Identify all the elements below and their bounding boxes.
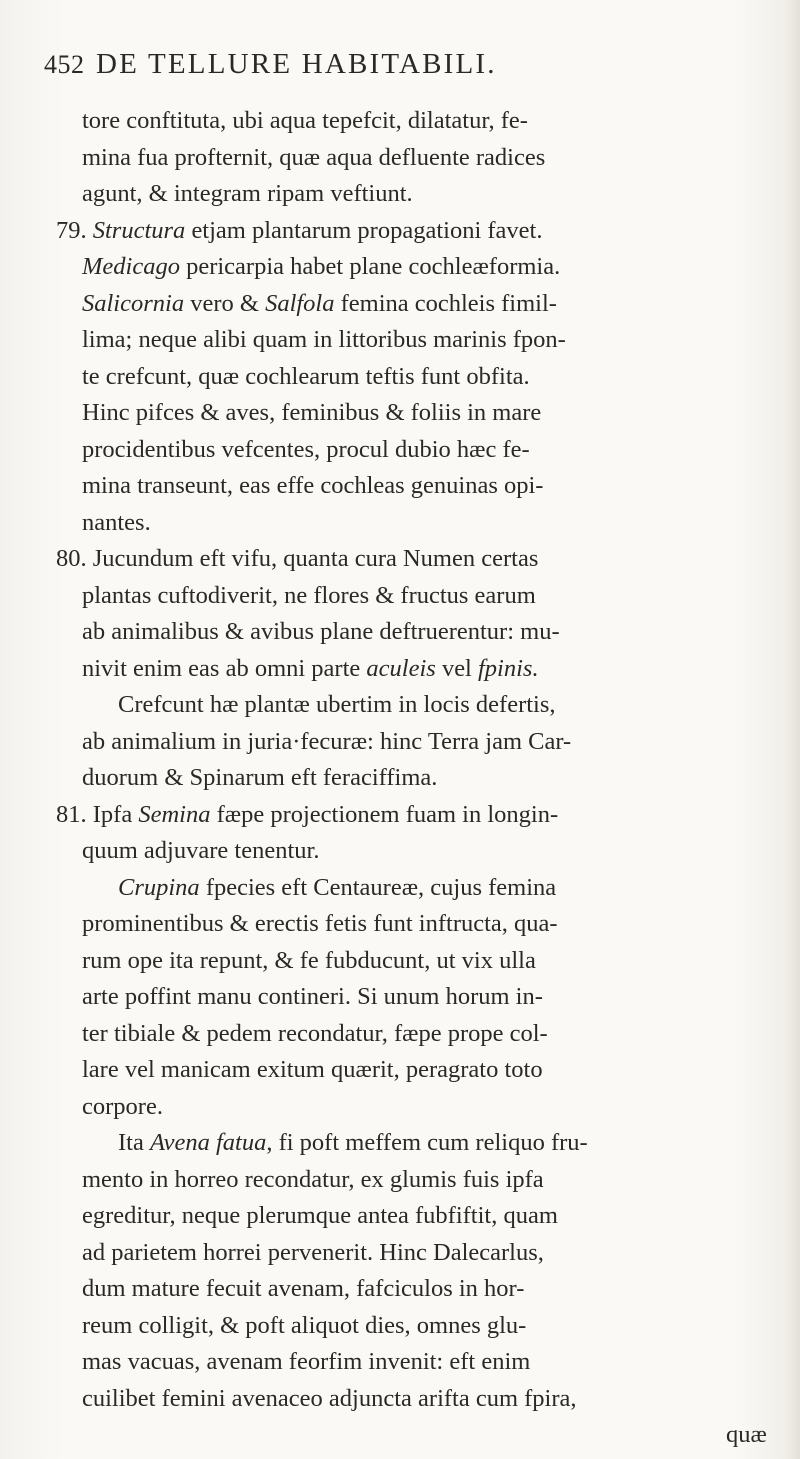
text-line: ter tibiale & pedem recondatur, fæpe prope col- bbox=[82, 1020, 548, 1047]
text-line: Salicornia vero & Salfola femina cochleis fimil- bbox=[82, 290, 557, 317]
text-line: ad parietem horrei pervenerit. Hinc Dalecarlus, bbox=[82, 1239, 544, 1266]
text-line: rum ope ita repunt, & fe fubducunt, ut vix ulla bbox=[82, 947, 536, 974]
text-line: tore conftituta, ubi aqua tepefcit, dilatatur, fe- bbox=[82, 107, 528, 134]
text-line: lima; neque alibi quam in littoribus marinis fpon- bbox=[82, 326, 566, 353]
text-line: agunt, & integram ripam veftiunt. bbox=[82, 180, 413, 207]
text-line: plantas cuftodiverit, ne flores & fructus earum bbox=[82, 582, 536, 609]
text-line: corpore. bbox=[82, 1093, 163, 1120]
paragraph-80: 80. Jucundum eft vifu, quanta cura Numen certas bbox=[56, 545, 539, 572]
text-line: Ita Avena fatua, fi poft meffem cum reliquo fru- bbox=[118, 1129, 588, 1156]
page-edge-shadow bbox=[786, 0, 800, 1459]
text-line: quum adjuvare tenentur. bbox=[82, 837, 320, 864]
text-line: ab animalibus & avibus plane deftruerentur: mu- bbox=[82, 618, 560, 645]
text-line: reum colligit, & poft aliquot dies, omnes glu- bbox=[82, 1312, 527, 1339]
text-line: egreditur, neque plerumque antea fubfiftit, quam bbox=[82, 1202, 558, 1229]
text-line: arte poffint manu contineri. Si unum horum in- bbox=[82, 983, 543, 1010]
text-line: Crefcunt hæ plantæ ubertim in locis defertis, bbox=[118, 691, 556, 718]
paragraph-81: 81. Ipfa Semina fæpe projectionem fuam in longin- bbox=[56, 801, 559, 828]
text-line: Hinc pifces & aves, feminibus & foliis in mare bbox=[82, 399, 542, 426]
text-line: Medicago pericarpia habet plane cochleæformia. bbox=[82, 253, 561, 280]
catchword: quæ bbox=[726, 1421, 767, 1448]
text-line: mento in horreo recondatur, ex glumis fuis ipfa bbox=[82, 1166, 544, 1193]
text-line: nivit enim eas ab omni parte aculeis vel fpinis. bbox=[82, 655, 539, 682]
text-line: procidentibus vefcentes, procul dubio hæc fe- bbox=[82, 436, 530, 463]
text-line: duorum & Spinarum eft feraciffima. bbox=[82, 764, 438, 791]
text-line: mas vacuas, avenam feorfim invenit: eft enim bbox=[82, 1348, 531, 1375]
text-line: Crupina fpecies eft Centaureæ, cujus femina bbox=[118, 874, 557, 901]
text-line: dum mature fecuit avenam, fafciculos in hor- bbox=[82, 1275, 525, 1302]
running-head: DE TELLURE HABITABILI. bbox=[96, 48, 497, 80]
text-line: ab animalium in juria·fecuræ: hinc Terra jam Car- bbox=[82, 728, 572, 755]
text-line: nantes. bbox=[82, 509, 151, 536]
text-line: lare vel manicam exitum quærit, peragrato toto bbox=[82, 1056, 543, 1083]
paragraph-79: 79. Structura etjam plantarum propagationi favet. bbox=[56, 217, 543, 244]
page-header bbox=[44, 48, 764, 88]
text-line: mina transeunt, eas effe cochleas genuinas opi- bbox=[82, 472, 544, 499]
text-line: mina fua profternit, quæ aqua defluente radices bbox=[82, 144, 546, 171]
page-number: 452 bbox=[44, 50, 85, 79]
text-line: prominentibus & erectis fetis funt inftructa, qua- bbox=[82, 910, 558, 937]
text-line: te crefcunt, quæ cochlearum teftis funt obfita. bbox=[82, 363, 530, 390]
text-line: cuilibet femini avenaceo adjuncta arifta cum fpira, bbox=[82, 1385, 577, 1412]
